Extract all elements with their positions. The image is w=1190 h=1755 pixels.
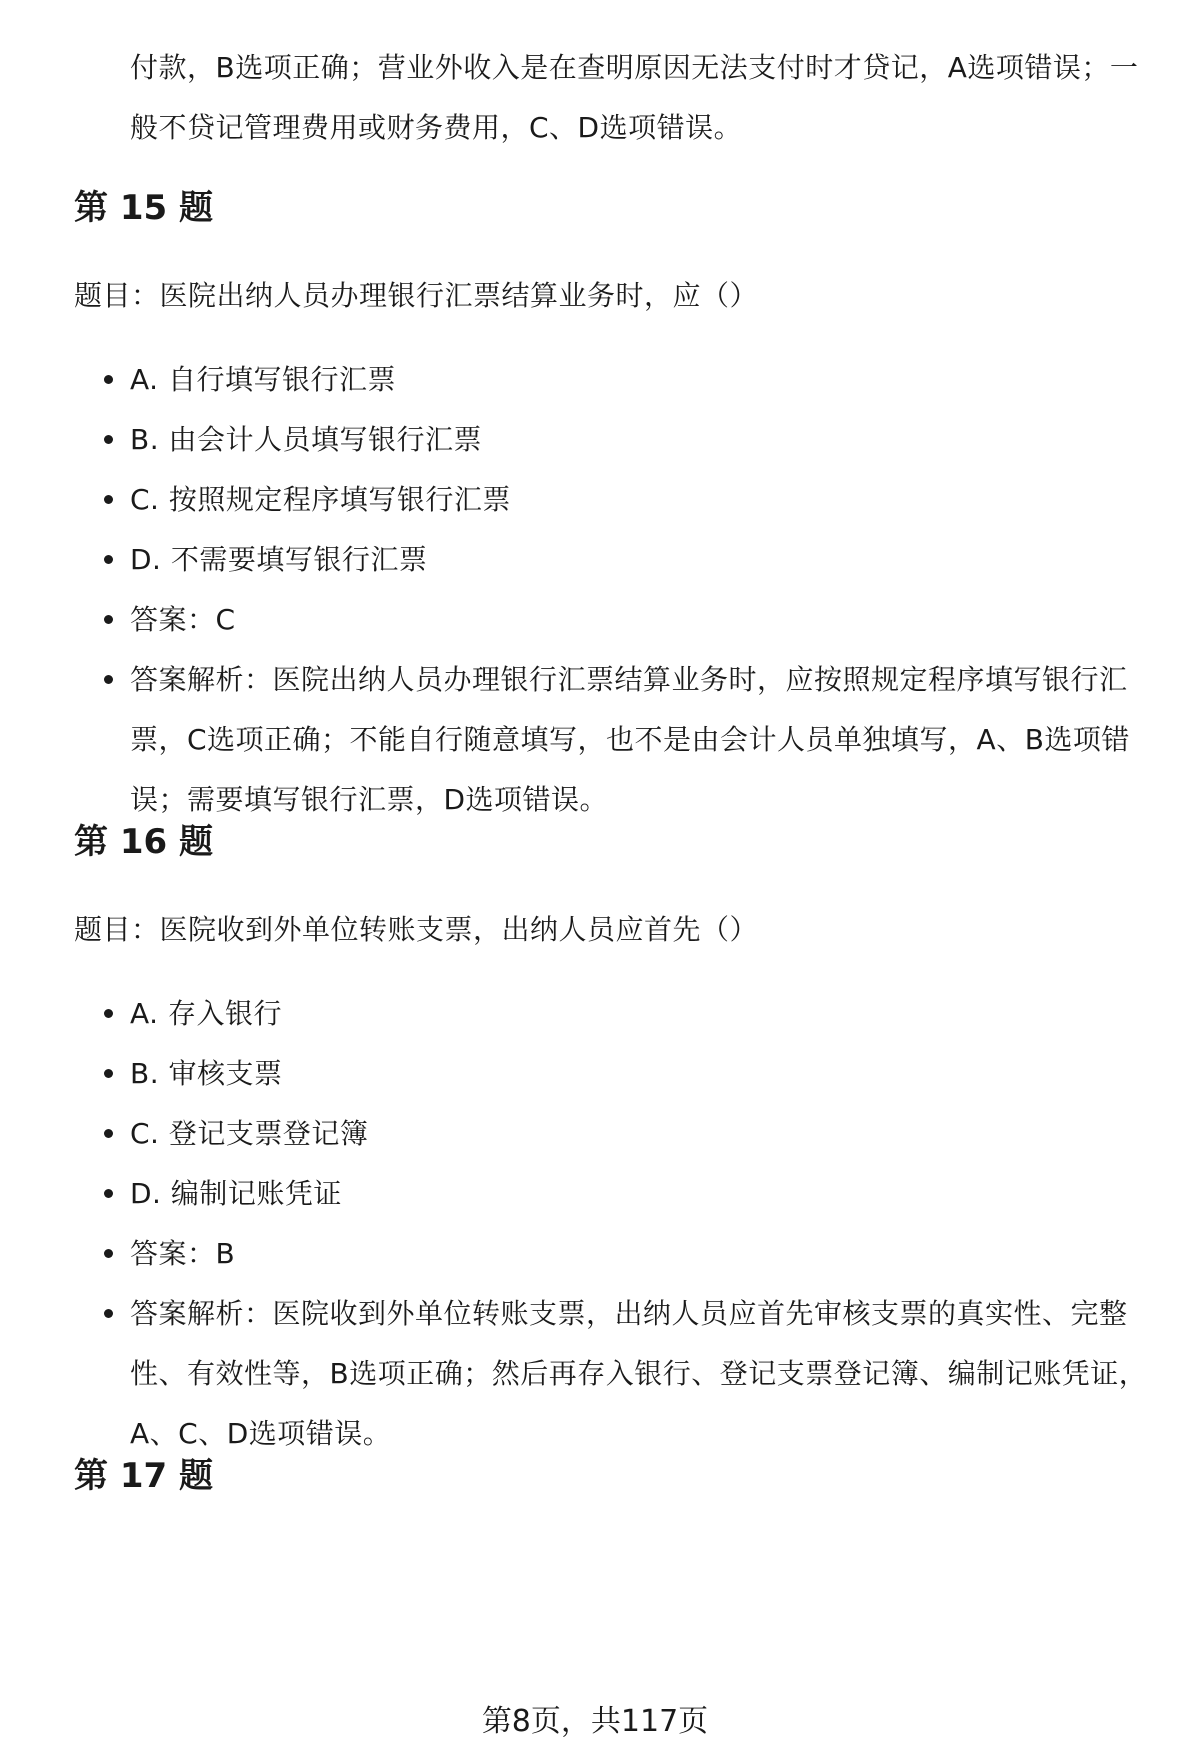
question-16-option-c: C. 登记支票登记簿: [0, 1104, 1190, 1164]
question-15-option-d: D. 不需要填写银行汇票: [0, 530, 1190, 590]
question-16-option-d: D. 编制记账凭证: [0, 1164, 1190, 1224]
bullet-icon: [104, 1129, 113, 1138]
question-16-option-a: A. 存入银行: [0, 984, 1190, 1044]
question-16-options: [0, 984, 1190, 1464]
question-16-heading: 第 16 题: [74, 822, 213, 862]
bullet-icon: [104, 495, 113, 504]
question-15-heading: 第 15 题: [74, 188, 213, 228]
question-15-option-b: B. 由会计人员填写银行汇票: [0, 410, 1190, 470]
page-number-footer: 第8页，共117页: [481, 1704, 709, 1739]
bullet-icon: [104, 1069, 113, 1078]
question-15-answer: 答案：C: [0, 590, 1190, 650]
bullet-icon: [104, 1309, 113, 1318]
bullet-icon: [104, 1009, 113, 1018]
bullet-icon: [104, 1249, 113, 1258]
question-16-answer: 答案：B: [0, 1224, 1190, 1284]
question-15-option-a: A. 自行填写银行汇票: [0, 350, 1190, 410]
question-15-text: 题目：医院出纳人员办理银行汇票结算业务时，应（）: [74, 279, 759, 312]
question-15-options: [0, 350, 1190, 830]
question-15-option-c: C. 按照规定程序填写银行汇票: [0, 470, 1190, 530]
bullet-icon: [104, 615, 113, 624]
bullet-icon: [104, 435, 113, 444]
question-16-text: 题目：医院收到外单位转账支票，出纳人员应首先（）: [74, 913, 759, 946]
bullet-icon: [104, 555, 113, 564]
bullet-icon: [104, 675, 113, 684]
question-15-analysis: 答案解析：医院出纳人员办理银行汇票结算业务时，应按照规定程序填写银行汇票，C选项正确；不能自行随意填写，也不是由会计人员单独填写，A、B选项错误；需要填写银行汇票，D选项错误。: [0, 650, 1190, 830]
intro-paragraph: 付款，B选项正确；营业外收入是在查明原因无法支付时才贷记，A选项错误；一般不贷记管理费用或财务费用，C、D选项错误。: [130, 51, 1139, 144]
bullet-icon: [104, 1189, 113, 1198]
question-17-heading: 第 17 题: [74, 1456, 213, 1496]
question-16-option-b: B. 审核支票: [0, 1044, 1190, 1104]
bullet-icon: [104, 375, 113, 384]
question-16-analysis: 答案解析：医院收到外单位转账支票，出纳人员应首先审核支票的真实性、完整性、有效性等，B选项正确；然后再存入银行、登记支票登记簿、编制记账凭证，A、C、D选项错误。: [0, 1284, 1190, 1464]
